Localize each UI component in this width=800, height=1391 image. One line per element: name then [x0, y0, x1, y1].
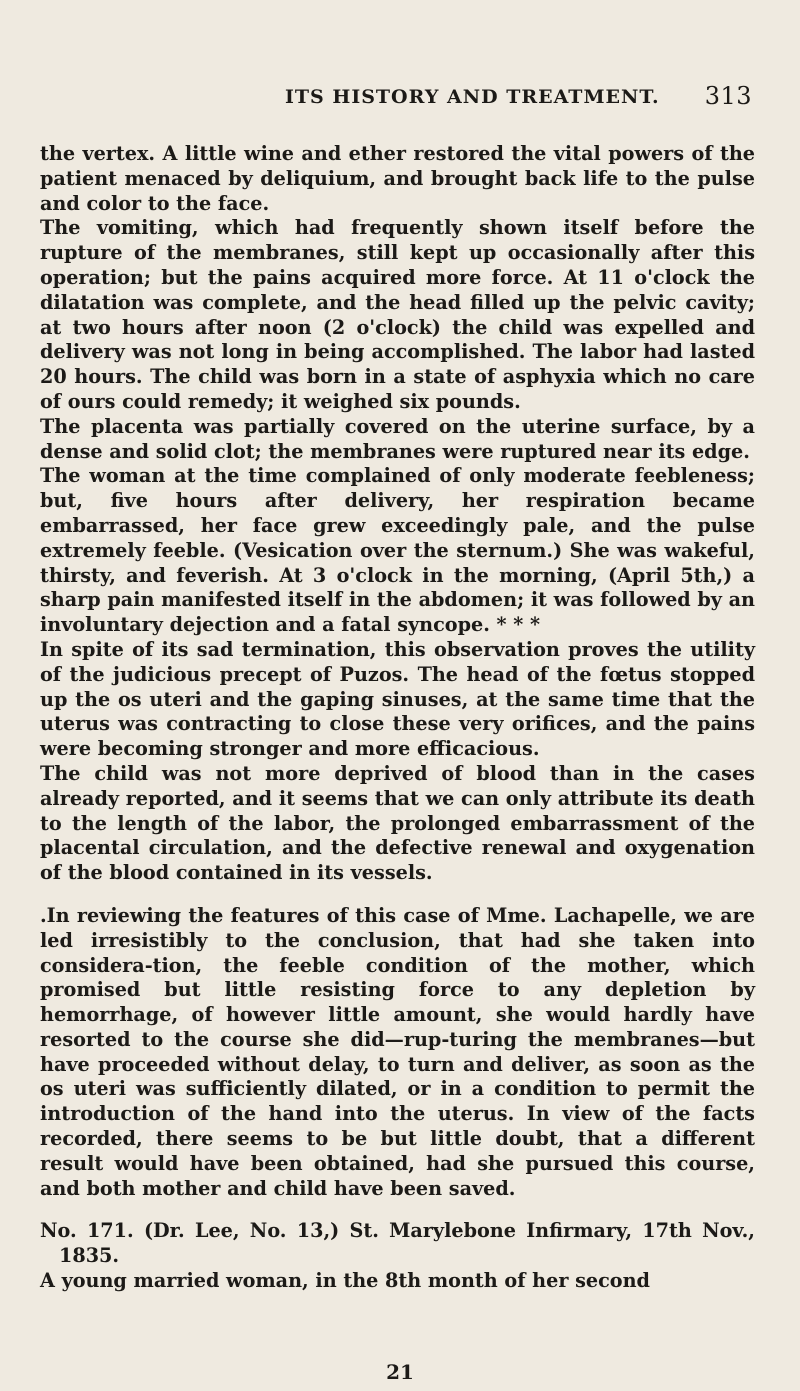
paragraph: The woman at the time complained of only moderate feebleness; but, five hours after delivery, her respiration became embarrassed, her face grew exceedingly pale, and the pulse extremely feeble. (Vesication over the sternum.) She was wakeful, thirsty, and feverish. At 3 o'clock in the morning, (April 5th,) a sharp pain manifested itself in the abdomen; it was followed by an involuntary dejection and a fatal syncope. * * *	[40, 464, 755, 637]
paragraph: The vomiting, which had frequently shown itself before the rupture of the membranes, still kept up occasionally after this operation; but the pains acquired more force. At 11 o'clock the dilatation was complete, and the head filled up the pelvic cavity; at two hours after noon (2 o'clock) the child was expelled and delivery was not long in being accomplished. The labor had lasted 20 hours. The child was born in a state of asphyxia which no care of ours could remedy; it weighed six pounds.	[40, 216, 755, 413]
page-number: 313	[704, 82, 752, 110]
paragraph: In spite of its sad termination, this observation proves the utility of the judicious precept of Puzos. The head of the fœtus stopped up the os uteri and the gaping sinuses, at the same time that the uterus was contracting to close these very orifices, and the pains were becoming stronger and more efficacious.	[40, 637, 755, 761]
paragraph: The child was not more deprived of blood than in the cases already reported, and it seems that we can only attribute its death to the length of the labor, the prolonged embarrassment of the placental circulation, and the defective renewal and oxygenation of the blood contained in its vessels.	[40, 761, 755, 885]
paragraph: A young married woman, in the 8th month of her second	[40, 1269, 650, 1293]
paragraph: The placenta was partially covered on the uterine surface, by a dense and solid clot; the membranes were ruptured near its edge.	[40, 414, 755, 463]
running-title: ITS HISTORY AND TREATMENT.	[285, 86, 660, 108]
paragraph: the vertex. A little wine and ether restored the vital powers of the patient menaced by deliquium, and brought back life to the pulse and color to the face.	[40, 142, 755, 215]
signature-mark: 21	[386, 1360, 414, 1384]
case-heading: No. 171. (Dr. Lee, No. 13,) St. Marylebone Infirmary, 17th Nov., 1835.	[40, 1219, 755, 1268]
body-text	[40, 142, 755, 1294]
paragraph: .In reviewing the features of this case of Mme. Lachapelle, we are led irresistibly to the conclusion, that had she taken into considera-tion, the feeble condition of the mother, which promised but little resisting force to any depletion by hemorrhage, of however little amount, she would hardly have resorted to the course she did—rup-turing the membranes—but have proceeded without delay, to turn and deliver, as soon as the os uteri was sufficiently dilated, or in a condition to permit the introduction of the hand into the uterus. In view of the facts recorded, there seems to be but little doubt, that a different result would have been obtained, had she pursued this course, and both mother and child have been saved.	[40, 903, 755, 1200]
